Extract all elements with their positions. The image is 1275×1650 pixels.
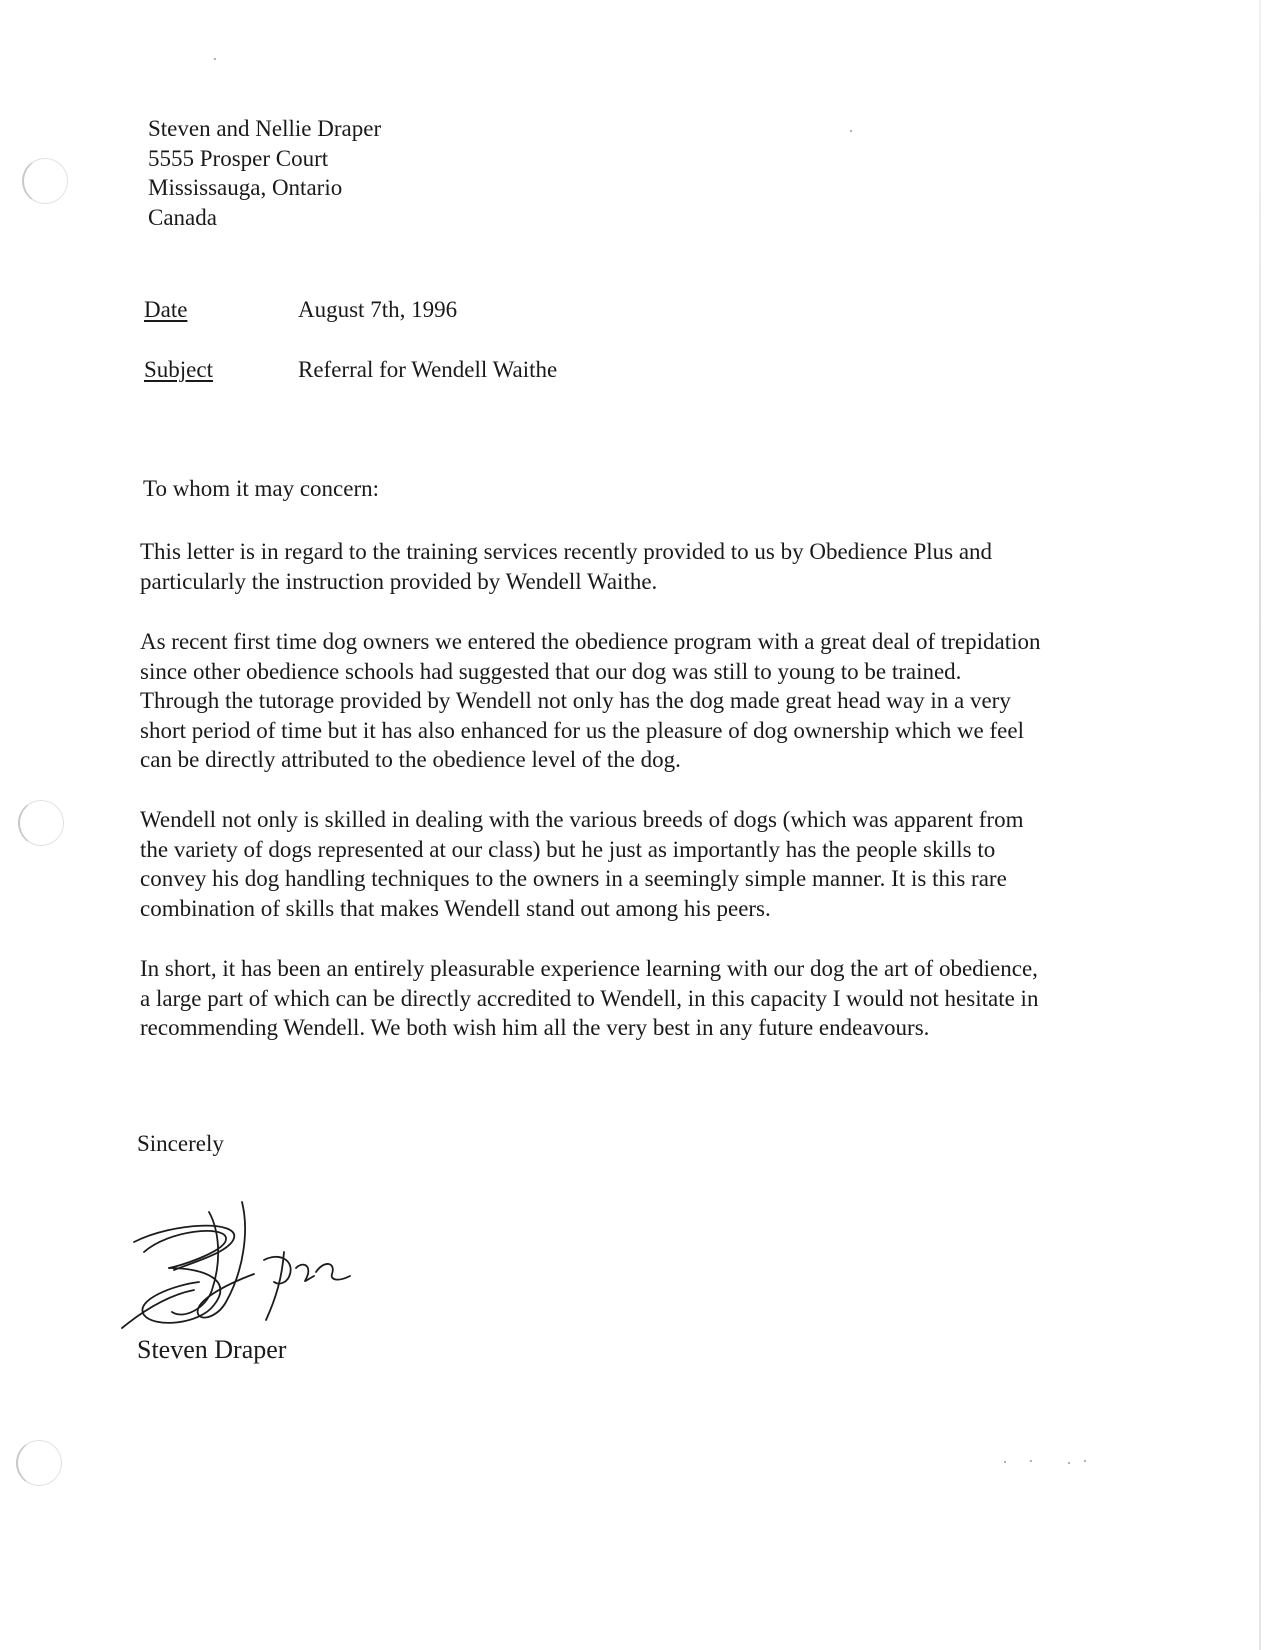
paragraph-line: This letter is in regard to the training services recently provided to us by Obedience Plus and <box>140 539 993 564</box>
paragraph-line: As recent first time dog owners we entered the obedience program with a great deal of trepidation <box>140 629 1041 654</box>
sender-name: Steven and Nellie Draper <box>148 116 382 141</box>
scan-edge <box>1259 0 1261 1650</box>
scan-speck <box>850 130 852 132</box>
body-paragraph <box>140 954 1140 1043</box>
paragraph-line: In short, it has been an entirely pleasurable experience learning with our dog the art of obedience, <box>140 956 1038 981</box>
paragraph-line: Wendell not only is skilled in dealing with the various breeds of dogs (which was apparent from <box>140 807 1024 832</box>
signer-name: Steven Draper <box>137 1335 287 1364</box>
scan-speck <box>214 58 216 60</box>
subject-label: Subject <box>144 357 213 382</box>
paragraph-line: particularly the instruction provided by Wendell Waithe. <box>140 568 658 594</box>
body-paragraph <box>140 627 1140 775</box>
binder-hole-bottom <box>16 1440 62 1486</box>
paragraph-line: Through the tutorage provided by Wendell not only has the dog made great head way in a very <box>140 688 1011 713</box>
scan-speck <box>1004 1461 1006 1463</box>
subject-value: Referral for Wendell Waithe <box>298 357 558 382</box>
paragraph-line: the variety of dogs represented at our class) but he just as importantly has the people skills to <box>140 836 996 862</box>
sender-address <box>148 114 381 232</box>
body-paragraph <box>140 805 1140 923</box>
date-label: Date <box>144 297 188 322</box>
scan-speck <box>1030 1460 1032 1462</box>
salutation: To whom it may concern: <box>143 476 379 501</box>
date-row <box>144 296 457 324</box>
handwritten-signature-icon <box>114 1190 364 1330</box>
paragraph-line: convey his dog handling techniques to the owners in a seemingly simple manner. It is this rare <box>140 866 1007 891</box>
sender-city: Mississauga, Ontario <box>148 175 343 200</box>
paragraph-line: short period of time but it has also enhanced for us the pleasure of dog ownership which we feel <box>140 717 1024 743</box>
binder-hole-middle <box>18 800 64 846</box>
subject-row <box>144 356 557 384</box>
body-paragraph <box>140 537 1140 596</box>
date-value: August 7th, 1996 <box>298 297 458 322</box>
binder-hole-top <box>22 158 68 204</box>
sender-street: 5555 Prosper Court <box>148 145 329 171</box>
scan-speck <box>1068 1462 1070 1464</box>
paragraph-line: since other obedience schools had suggested that our dog was still to young to be trained. <box>140 658 962 684</box>
sender-country: Canada <box>148 204 217 230</box>
paragraph-line: can be directly attributed to the obedience level of the dog. <box>140 747 681 772</box>
paragraph-line: a large part of which can be directly accredited to Wendell, in this capacity I would not hesitate in <box>140 985 1039 1011</box>
paragraph-line: combination of skills that makes Wendell stand out among his peers. <box>140 895 771 921</box>
scan-speck <box>1084 1460 1086 1462</box>
paragraph-line: recommending Wendell. We both wish him all the very best in any future endeavours. <box>140 1015 930 1040</box>
closing: Sincerely <box>137 1131 224 1156</box>
